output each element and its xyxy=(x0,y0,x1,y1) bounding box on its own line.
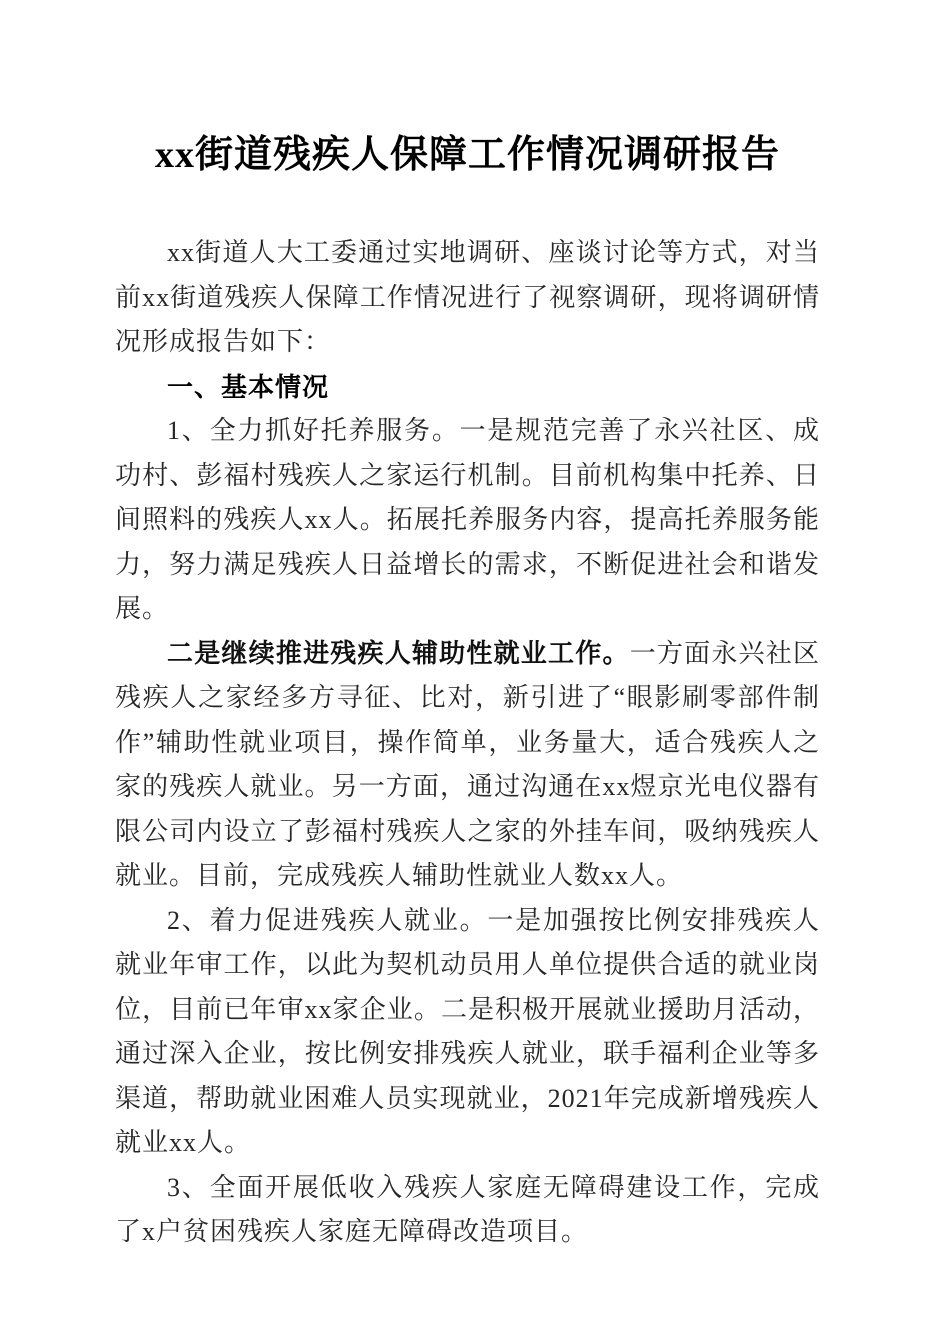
paragraph-item-3 xyxy=(115,899,820,1166)
section-heading-basic-situation: 一、基本情况 xyxy=(167,371,330,402)
paragraph-text: 2、着力促进残疾人就业。一是加强按比例安排残疾人就业年审工作，以此为契机动员用人单位提供合适的就业岗位，目前已年审xx家企业。二是积极开展就业援助月活动，通过深入企业，按比例安排残疾人就业，联手福利企业等多渠道，帮助就业困难人员实现就业，2021年完成新增残疾人就业xx人。 xyxy=(115,905,820,1157)
paragraph-text: 3、全面开展低收入残疾人家庭无障碍建设工作，完成了x户贫困残疾人家庭无障碍改造项目。 xyxy=(115,1172,820,1246)
paragraph-item-4 xyxy=(115,1166,820,1255)
paragraph-item-2 xyxy=(115,632,820,899)
paragraph-text: 一方面永兴社区残疾人之家经多方寻征、比对，新引进了“眼影刷零部件制作”辅助性就业项目，操作简单，业务量大，适合残疾人之家的残疾人就业。另一方面，通过沟通在xx煜京光电仪器有限公司内设立了彭福村残疾人之家的外挂车间，吸纳残疾人就业。目前，完成残疾人辅助性就业人数xx人。 xyxy=(115,638,820,890)
paragraph-item-1 xyxy=(115,409,820,632)
document-title: xx街道残疾人保障工作情况调研报告 xyxy=(154,134,780,176)
paragraph-bold-lead: 二是继续推进残疾人辅助性就业工作。 xyxy=(167,638,630,668)
paragraph-text: 1、全力抓好托养服务。一是规范完善了永兴社区、成功村、彭福村残疾人之家运行机制。目前机构集中托养、日间照料的残疾人xx人。拓展托养服务内容，提高托养服务能力，努力满足残疾人日益增长的需求，不断促进社会和谐发展。 xyxy=(115,416,820,623)
intro-paragraph: xx街道人大工委通过实地调研、座谈讨论等方式，对当前xx街道残疾人保障工作情况进行了视察调研，现将调研情况形成报告如下： xyxy=(115,238,820,356)
